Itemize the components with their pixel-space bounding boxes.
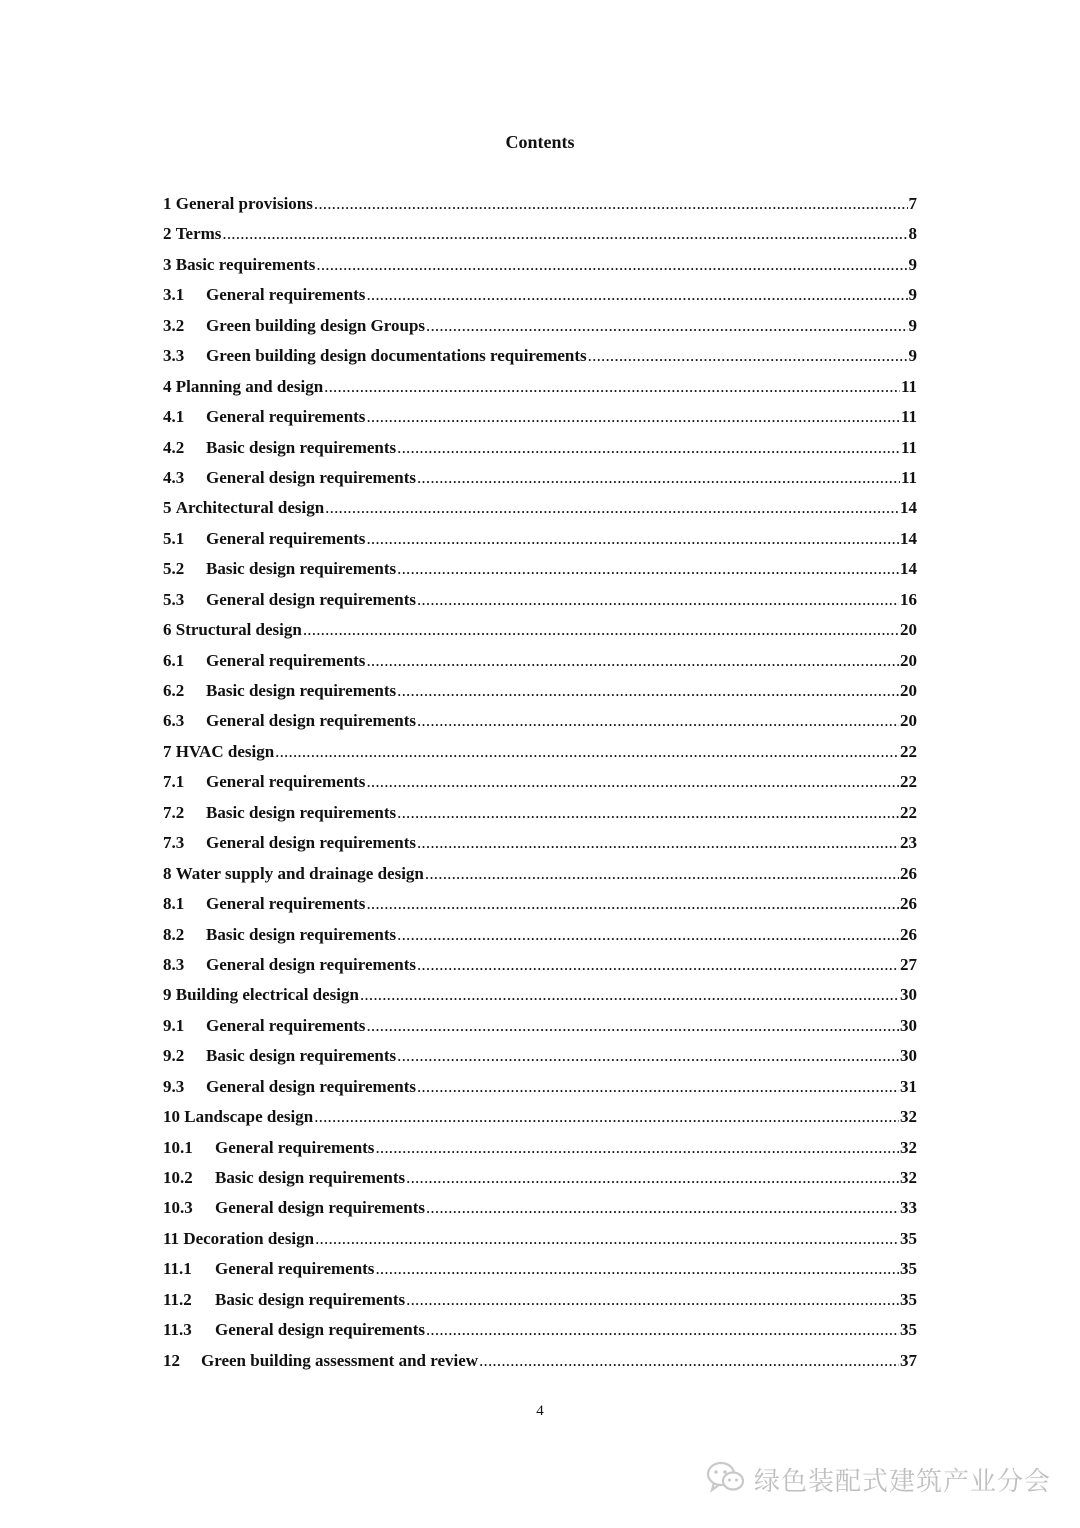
toc-page-number: 9 bbox=[908, 285, 917, 305]
toc-section-title: Basic design requirements bbox=[206, 681, 397, 700]
toc-page-number: 20 bbox=[900, 650, 917, 670]
toc-section-number: 1 bbox=[163, 194, 172, 213]
toc-section-title: General requirements bbox=[206, 407, 366, 427]
toc-section-title: General design requirements bbox=[206, 467, 416, 487]
toc-section-title: Green building assessment and review bbox=[201, 1350, 479, 1370]
toc-section-number: 6.3 bbox=[163, 711, 185, 731]
toc-section-title: General provisions bbox=[175, 194, 313, 213]
toc-dot-leader bbox=[479, 1346, 899, 1376]
toc-page-number: 31 bbox=[900, 1076, 917, 1096]
toc-section-number: 3.3 bbox=[163, 346, 185, 366]
toc-section-title: Water supply and drainage design bbox=[175, 863, 424, 883]
toc-section-number: 4.1 bbox=[163, 407, 185, 427]
toc-section-number: 9.3 bbox=[163, 1076, 185, 1096]
toc-section-number: 10.2 bbox=[163, 1168, 193, 1187]
toc-page-number: 14 bbox=[900, 559, 917, 579]
toc-entry[interactable] bbox=[163, 980, 917, 1010]
toc-dot-leader bbox=[425, 859, 899, 889]
toc-dot-leader bbox=[360, 980, 899, 1010]
toc-entry[interactable] bbox=[163, 585, 917, 615]
toc-page-number: 7 bbox=[908, 194, 917, 213]
toc-dot-leader bbox=[397, 1041, 899, 1071]
toc-section-title: General design requirements bbox=[215, 1198, 425, 1218]
toc-section-number: 10.1 bbox=[163, 1137, 193, 1157]
toc-section-number: 7.3 bbox=[163, 833, 185, 853]
toc-page-number: 11 bbox=[900, 376, 917, 396]
toc-section-title: Building electrical design bbox=[175, 985, 359, 1005]
toc-dot-leader bbox=[375, 1254, 899, 1284]
toc-dot-leader bbox=[426, 1315, 899, 1345]
toc-entry[interactable] bbox=[163, 676, 917, 706]
toc-page-number: 9 bbox=[908, 254, 917, 274]
toc-dot-leader bbox=[426, 1193, 899, 1223]
toc-entry[interactable] bbox=[163, 1102, 917, 1132]
toc-page-number: 32 bbox=[900, 1107, 917, 1127]
toc-entry[interactable] bbox=[163, 554, 917, 584]
toc-section-title: General requirements bbox=[215, 1137, 375, 1157]
toc-section-number: 5.3 bbox=[163, 589, 185, 609]
toc-section-number: 5.2 bbox=[163, 559, 185, 579]
toc-entry[interactable] bbox=[163, 402, 917, 432]
toc-dot-leader bbox=[417, 828, 899, 858]
toc-entry[interactable] bbox=[163, 706, 917, 736]
toc-entry[interactable] bbox=[163, 1315, 917, 1345]
toc-section-title: Structural design bbox=[175, 620, 302, 640]
toc-page-number: 11 bbox=[900, 437, 917, 457]
toc-entry[interactable] bbox=[163, 1285, 917, 1315]
toc-entry[interactable] bbox=[163, 737, 917, 767]
toc-section-number: 8.3 bbox=[163, 954, 185, 974]
toc-page-number: 26 bbox=[900, 894, 917, 914]
toc-section-number: 6.1 bbox=[163, 650, 185, 670]
toc-page-number: 14 bbox=[900, 498, 917, 518]
toc-entry[interactable] bbox=[163, 1072, 917, 1102]
toc-page-number: 14 bbox=[900, 528, 917, 548]
toc-entry[interactable] bbox=[163, 920, 917, 950]
toc-entry[interactable] bbox=[163, 859, 917, 889]
toc-dot-leader bbox=[366, 889, 899, 919]
toc-section-title: Green building design documentations requirements bbox=[206, 346, 587, 366]
table-of-contents bbox=[163, 189, 917, 1376]
toc-section-title: Basic requirements bbox=[175, 254, 316, 274]
toc-entry[interactable] bbox=[163, 341, 917, 371]
toc-page-number: 32 bbox=[900, 1168, 917, 1187]
watermark-text: 绿色装配式建筑产业分会 bbox=[754, 1467, 1052, 1497]
toc-section-number: 3.1 bbox=[163, 285, 185, 305]
toc-entry[interactable] bbox=[163, 1163, 917, 1193]
toc-entry[interactable] bbox=[163, 219, 917, 249]
page-title: Contents bbox=[505, 132, 575, 152]
toc-section-number: 4.2 bbox=[163, 437, 185, 457]
toc-section-title: Decoration design bbox=[183, 1228, 315, 1248]
toc-page-number: 37 bbox=[900, 1350, 917, 1370]
toc-page-number: 30 bbox=[900, 1015, 917, 1035]
toc-dot-leader bbox=[426, 311, 907, 341]
toc-section-title: Terms bbox=[175, 224, 222, 244]
toc-section-title: Basic design requirements bbox=[206, 1046, 397, 1066]
toc-dot-leader bbox=[366, 1011, 899, 1041]
toc-dot-leader bbox=[397, 920, 899, 950]
toc-entry[interactable] bbox=[163, 950, 917, 980]
toc-entry[interactable] bbox=[163, 493, 917, 523]
toc-section-number: 11.1 bbox=[163, 1259, 192, 1279]
toc-entry[interactable] bbox=[163, 798, 917, 828]
toc-section-number: 12 bbox=[163, 1350, 180, 1370]
toc-dot-leader bbox=[303, 615, 899, 645]
toc-dot-leader bbox=[406, 1285, 899, 1315]
toc-dot-leader bbox=[397, 798, 899, 828]
toc-dot-leader bbox=[375, 1133, 899, 1163]
toc-page-number: 32 bbox=[900, 1137, 917, 1157]
toc-section-title: General requirements bbox=[206, 650, 366, 670]
toc-section-title: HVAC design bbox=[175, 741, 275, 761]
toc-page-number: 33 bbox=[900, 1198, 917, 1218]
toc-section-number: 6.2 bbox=[163, 681, 185, 700]
toc-page-number: 26 bbox=[900, 863, 917, 883]
toc-section-number: 11 bbox=[163, 1228, 180, 1248]
toc-section-number: 8 bbox=[163, 863, 172, 883]
toc-section-number: 9 bbox=[163, 985, 172, 1005]
toc-entry[interactable] bbox=[163, 767, 917, 797]
wechat-icon bbox=[706, 1460, 746, 1499]
toc-section-title: Basic design requirements bbox=[206, 924, 397, 944]
toc-page-number: 8 bbox=[908, 224, 917, 244]
toc-section-title: Planning and design bbox=[175, 376, 324, 396]
toc-entry[interactable] bbox=[163, 250, 917, 280]
toc-section-title: Basic design requirements bbox=[215, 1168, 406, 1187]
toc-entry[interactable] bbox=[163, 433, 917, 463]
toc-section-number: 8.2 bbox=[163, 924, 185, 944]
toc-section-title: Landscape design bbox=[184, 1107, 314, 1127]
toc-dot-leader bbox=[406, 1163, 899, 1193]
toc-section-title: General design requirements bbox=[206, 589, 416, 609]
toc-section-title: Basic design requirements bbox=[215, 1289, 406, 1309]
toc-page-number: 23 bbox=[900, 833, 917, 853]
toc-entry[interactable] bbox=[163, 189, 917, 219]
toc-section-number: 5 bbox=[163, 498, 172, 518]
toc-page-number: 20 bbox=[900, 681, 917, 700]
toc-dot-leader bbox=[366, 767, 899, 797]
toc-section-number: 5.1 bbox=[163, 528, 185, 548]
page-number: 4 bbox=[536, 1403, 544, 1419]
toc-dot-leader bbox=[417, 950, 899, 980]
toc-dot-leader bbox=[222, 219, 907, 249]
toc-entry[interactable] bbox=[163, 1011, 917, 1041]
toc-dot-leader bbox=[366, 646, 899, 676]
toc-dot-leader bbox=[315, 1224, 899, 1254]
toc-page-number: 11 bbox=[900, 467, 917, 487]
toc-entry[interactable] bbox=[163, 463, 917, 493]
toc-page-number: 35 bbox=[900, 1320, 917, 1340]
toc-section-title: General design requirements bbox=[206, 711, 416, 731]
toc-dot-leader bbox=[314, 1102, 899, 1132]
toc-dot-leader bbox=[417, 463, 900, 493]
toc-entry[interactable] bbox=[163, 1041, 917, 1071]
toc-section-title: General design requirements bbox=[206, 954, 416, 974]
toc-section-number: 10 bbox=[163, 1107, 180, 1127]
toc-section-title: Basic design requirements bbox=[206, 802, 397, 822]
toc-dot-leader bbox=[588, 341, 908, 371]
toc-entry[interactable] bbox=[163, 1193, 917, 1223]
toc-entry[interactable] bbox=[163, 1254, 917, 1284]
toc-dot-leader bbox=[366, 280, 907, 310]
toc-entry[interactable] bbox=[163, 280, 917, 310]
toc-section-title: General requirements bbox=[206, 528, 366, 548]
toc-section-title: General requirements bbox=[206, 285, 366, 305]
toc-section-number: 3.2 bbox=[163, 315, 185, 335]
toc-page-number: 22 bbox=[900, 802, 917, 822]
toc-page-number: 11 bbox=[900, 407, 917, 427]
toc-section-title: General requirements bbox=[206, 894, 366, 914]
toc-section-number: 4.3 bbox=[163, 467, 185, 487]
toc-section-title: General requirements bbox=[206, 1015, 366, 1035]
toc-section-number: 10.3 bbox=[163, 1198, 193, 1218]
toc-page-number: 9 bbox=[908, 315, 917, 335]
toc-section-number: 11.3 bbox=[163, 1320, 192, 1340]
toc-section-title: Basic design requirements bbox=[206, 559, 397, 579]
toc-section-title: General requirements bbox=[215, 1259, 375, 1279]
toc-dot-leader bbox=[316, 250, 907, 280]
toc-section-number: 7.1 bbox=[163, 772, 185, 792]
toc-dot-leader bbox=[325, 493, 899, 523]
toc-section-number: 7.2 bbox=[163, 802, 185, 822]
toc-dot-leader bbox=[366, 402, 900, 432]
toc-entry[interactable] bbox=[163, 646, 917, 676]
toc-section-number: 9.2 bbox=[163, 1046, 185, 1066]
toc-section-number: 7 bbox=[163, 741, 172, 761]
toc-page-number: 22 bbox=[900, 741, 917, 761]
toc-section-title: General design requirements bbox=[206, 833, 416, 853]
toc-dot-leader bbox=[417, 585, 899, 615]
toc-dot-leader bbox=[324, 372, 900, 402]
toc-entry[interactable] bbox=[163, 372, 917, 402]
toc-page-number: 16 bbox=[900, 589, 917, 609]
toc-page-number: 30 bbox=[900, 1046, 917, 1066]
toc-page-number: 20 bbox=[900, 620, 917, 640]
toc-section-title: Architectural design bbox=[175, 498, 325, 518]
toc-entry[interactable] bbox=[163, 1224, 917, 1254]
toc-section-number: 11.2 bbox=[163, 1289, 192, 1309]
toc-entry[interactable] bbox=[163, 828, 917, 858]
toc-section-title: General design requirements bbox=[206, 1076, 416, 1096]
toc-page-number: 22 bbox=[900, 772, 917, 792]
toc-page-number: 27 bbox=[900, 954, 917, 974]
toc-page-number: 35 bbox=[900, 1289, 917, 1309]
toc-page-number: 30 bbox=[900, 985, 917, 1005]
toc-dot-leader bbox=[397, 554, 899, 584]
toc-entry[interactable] bbox=[163, 1133, 917, 1163]
toc-page-number: 26 bbox=[900, 924, 917, 944]
toc-section-number: 3 bbox=[163, 254, 172, 274]
toc-page-number: 35 bbox=[900, 1259, 917, 1279]
toc-entry[interactable] bbox=[163, 1346, 917, 1376]
toc-section-number: 4 bbox=[163, 376, 172, 396]
toc-entry[interactable] bbox=[163, 524, 917, 554]
toc-dot-leader bbox=[314, 189, 908, 219]
toc-section-title: Basic design requirements bbox=[206, 437, 397, 457]
toc-entry[interactable] bbox=[163, 889, 917, 919]
toc-dot-leader bbox=[397, 433, 900, 463]
toc-entry[interactable] bbox=[163, 311, 917, 341]
toc-section-number: 2 bbox=[163, 224, 172, 244]
toc-section-title: General design requirements bbox=[215, 1320, 425, 1340]
toc-page-number: 35 bbox=[900, 1228, 917, 1248]
toc-dot-leader bbox=[417, 706, 899, 736]
toc-page-number: 9 bbox=[908, 346, 917, 366]
toc-entry[interactable] bbox=[163, 615, 917, 645]
toc-section-number: 6 bbox=[163, 620, 172, 640]
toc-dot-leader bbox=[397, 676, 899, 706]
watermark bbox=[706, 1460, 1051, 1499]
toc-dot-leader bbox=[417, 1072, 899, 1102]
toc-section-title: General requirements bbox=[206, 772, 366, 792]
toc-dot-leader bbox=[366, 524, 899, 554]
toc-page-number: 20 bbox=[900, 711, 917, 731]
toc-dot-leader bbox=[275, 737, 899, 767]
toc-section-number: 8.1 bbox=[163, 894, 185, 914]
toc-section-title: Green building design Groups bbox=[206, 315, 426, 335]
toc-section-number: 9.1 bbox=[163, 1015, 185, 1035]
